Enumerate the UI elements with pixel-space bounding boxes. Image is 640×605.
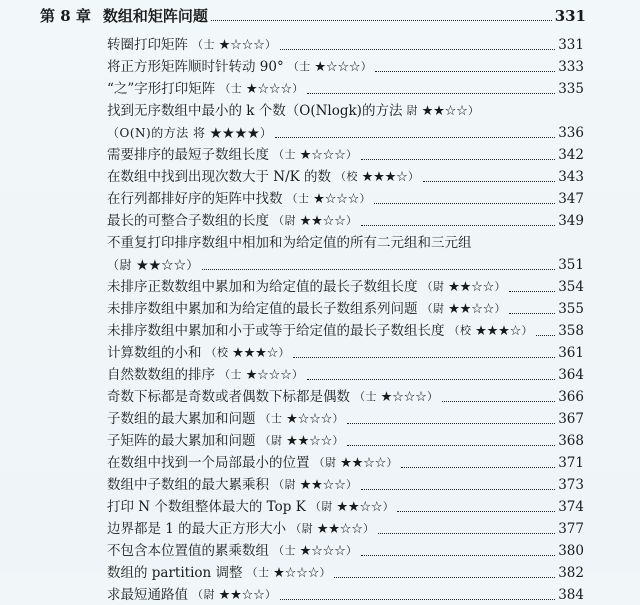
chapter-heading xyxy=(40,6,586,26)
toc-entry[interactable] xyxy=(107,341,584,363)
dot-leader xyxy=(293,357,555,358)
toc-entry[interactable] xyxy=(107,165,584,187)
entry-page-number: 361 xyxy=(558,345,584,361)
entry-difficulty: （士 ★☆☆☆） xyxy=(259,412,344,425)
entry-difficulty: （士 ★☆☆☆） xyxy=(287,60,373,73)
entry-difficulty: （尉 ★★☆☆） xyxy=(273,214,358,227)
entry-page-number: 368 xyxy=(558,433,584,449)
toc-entry[interactable] xyxy=(107,429,584,451)
toc-entry[interactable] xyxy=(107,319,584,341)
entry-title: 边界都是 1 的最大正方形大小 xyxy=(107,521,287,537)
toc-entry-continuation xyxy=(107,121,584,143)
entry-page-number: 366 xyxy=(558,389,584,405)
dot-leader xyxy=(361,489,556,490)
entry-difficulty: （尉 ★★☆☆） xyxy=(309,500,395,513)
entry-page-number: 331 xyxy=(558,37,584,53)
chapter-page-number: 331 xyxy=(554,7,586,25)
toc-entry-line xyxy=(107,429,584,451)
entry-page-number: 367 xyxy=(558,411,584,427)
toc-entry-continuation xyxy=(107,253,584,275)
entry-title: 求最短通路值 xyxy=(107,587,188,603)
entry-page-number: 351 xyxy=(558,257,584,273)
entry-title: 数组的 partition 调整 xyxy=(107,565,243,581)
toc-entry-line xyxy=(107,33,584,55)
dot-leader xyxy=(361,555,556,556)
toc-entry[interactable] xyxy=(107,407,584,429)
entry-difficulty: （校 ★★★☆） xyxy=(448,324,533,337)
toc-entry-line xyxy=(107,539,584,561)
entry-difficulty: （校 ★★★☆） xyxy=(205,346,290,359)
chapter-title: 数组和矩阵问题 xyxy=(102,7,208,25)
dot-leader xyxy=(361,159,556,160)
dot-leader xyxy=(423,181,556,182)
entry-title: 找到无序数组中最小的 k 个数（O(Nlogk)的方法 xyxy=(107,103,403,119)
entry-difficulty: （士 ★☆☆☆） xyxy=(246,566,332,579)
toc-entry-line xyxy=(107,187,584,209)
entry-page-number: 373 xyxy=(558,477,584,493)
entry-page-number: 343 xyxy=(558,169,584,185)
toc-entry[interactable] xyxy=(107,143,584,165)
entry-title: 未排序数组中累加和小于或等于给定值的最长子数组长度 xyxy=(107,323,445,339)
dot-leader xyxy=(275,137,555,138)
entry-title: 未排序正数数组中累加和为给定值的最长子数组长度 xyxy=(107,279,418,295)
dot-leader xyxy=(202,269,555,270)
entry-page-number: 342 xyxy=(558,147,584,163)
toc-entry-line xyxy=(107,99,584,121)
toc-entry-line xyxy=(107,517,584,539)
dot-leader xyxy=(347,445,555,446)
dot-leader xyxy=(280,49,556,50)
entry-title: 奇数下标都是奇数或者偶数下标都是偶数 xyxy=(107,389,350,405)
entry-difficulty: （尉 ★★☆☆） xyxy=(192,588,277,601)
toc-entry-line xyxy=(107,143,584,165)
entry-page-number: 347 xyxy=(558,191,584,207)
toc-entry[interactable] xyxy=(107,77,584,99)
entry-page-number: 374 xyxy=(558,499,584,515)
toc-entry[interactable] xyxy=(107,561,584,583)
entry-difficulty: （尉 ★★☆☆） xyxy=(259,434,344,447)
entry-title: 需要排序的最短子数组长度 xyxy=(107,147,269,163)
entry-difficulty: （士 ★☆☆☆） xyxy=(219,82,304,95)
entry-continuation-text: （尉 ★★☆☆） xyxy=(107,258,199,272)
toc-entry[interactable] xyxy=(107,363,584,385)
toc-entry[interactable] xyxy=(107,33,584,55)
dot-leader xyxy=(334,577,555,578)
toc-entry[interactable] xyxy=(107,495,584,517)
toc-entry-line xyxy=(107,451,584,473)
dot-leader xyxy=(401,467,555,468)
toc-entry-line xyxy=(107,55,584,77)
entry-difficulty: （尉 ★★☆☆） xyxy=(421,302,506,315)
entry-title: 打印 N 个数组整体最大的 Top K xyxy=(107,499,306,515)
dot-leader xyxy=(397,511,555,512)
toc-entry-line xyxy=(107,341,584,363)
entry-title: 在数组中找到一个局部最小的位置 xyxy=(107,455,310,471)
entry-difficulty: （士 ★☆☆☆） xyxy=(273,148,358,161)
dot-leader xyxy=(307,379,556,380)
toc-entry[interactable] xyxy=(107,473,584,495)
entry-title: 自然数数组的排序 xyxy=(107,367,215,383)
toc-entry-line xyxy=(107,275,584,297)
entry-page-number: 377 xyxy=(558,521,584,537)
entry-title: 在数组中找到出现次数大于 N/K 的数 xyxy=(107,169,332,185)
toc-entry[interactable] xyxy=(107,209,584,231)
toc-entry-line xyxy=(107,297,584,319)
entry-title: 不包含本位置值的累乘数组 xyxy=(107,543,269,559)
entry-difficulty: 尉 ★★☆☆） xyxy=(406,104,480,117)
chapter-number: 第 8 章 xyxy=(40,7,91,25)
entry-title: 子数组的最大累加和问题 xyxy=(107,411,256,427)
entry-page-number: 358 xyxy=(558,323,584,339)
entry-title: 数组中子数组的最大累乘积 xyxy=(107,477,269,493)
toc-entry-line xyxy=(107,407,584,429)
entry-title: 未排序数组中累加和为给定值的最长子数组系列问题 xyxy=(107,301,418,317)
entry-title: 子矩阵的最大累加和问题 xyxy=(107,433,256,449)
entry-page-number: 364 xyxy=(558,367,584,383)
toc-entry[interactable] xyxy=(107,297,584,319)
toc-entry-line xyxy=(107,165,584,187)
toc-entry-line xyxy=(107,495,584,517)
entry-page-number: 333 xyxy=(558,59,584,75)
dot-leader xyxy=(378,533,556,534)
dot-leader xyxy=(347,423,555,424)
entry-title: “之”字形打印矩阵 xyxy=(107,81,216,97)
toc-entry[interactable] xyxy=(107,55,584,77)
dot-leader xyxy=(280,599,556,600)
toc-entry-line xyxy=(107,473,584,495)
dot-leader xyxy=(374,203,555,204)
entry-page-number: 384 xyxy=(558,587,584,603)
entry-page-number: 335 xyxy=(558,81,584,97)
entry-page-number: 371 xyxy=(558,455,584,471)
toc-entry[interactable] xyxy=(107,583,584,605)
entry-title: 不重复打印排序数组中相加和为给定值的所有二元组和三元组 xyxy=(107,235,472,251)
entry-page-number: 355 xyxy=(558,301,584,317)
toc-entry-line xyxy=(107,319,584,341)
toc-entry[interactable] xyxy=(107,517,584,539)
toc-entry-line xyxy=(107,385,584,407)
entry-page-number: 382 xyxy=(558,565,584,581)
entry-title: 转圈打印矩阵 xyxy=(107,37,188,53)
toc-entry[interactable] xyxy=(107,231,584,275)
entry-title: 在行列都排好序的矩阵中找数 xyxy=(107,191,283,207)
toc-entry-line xyxy=(107,363,584,385)
entry-difficulty: （尉 ★★☆☆） xyxy=(313,456,398,469)
toc-entry-line xyxy=(107,209,584,231)
entry-difficulty: （士 ★☆☆☆） xyxy=(286,192,371,205)
toc-entry[interactable] xyxy=(107,187,584,209)
entry-difficulty: （士 ★☆☆☆） xyxy=(273,544,358,557)
toc-entry-line xyxy=(107,231,584,253)
dot-leader xyxy=(509,313,555,314)
entry-difficulty: （士 ★☆☆☆） xyxy=(192,38,277,51)
entry-difficulty: （士 ★☆☆☆） xyxy=(354,390,439,403)
toc-entry[interactable] xyxy=(107,99,584,143)
entry-title: 最长的可整合子数组的长度 xyxy=(107,213,269,229)
entry-difficulty: （尉 ★★☆☆） xyxy=(273,478,358,491)
dot-leader xyxy=(442,401,556,402)
entry-difficulty: （尉 ★★☆☆） xyxy=(290,522,375,535)
dot-leader xyxy=(307,93,555,94)
entry-page-number: 354 xyxy=(558,279,584,295)
entry-page-number: 336 xyxy=(558,125,584,141)
dot-leader xyxy=(361,225,556,226)
entry-page-number: 380 xyxy=(558,543,584,559)
dot-leader xyxy=(509,291,555,292)
entry-title: 计算数组的小和 xyxy=(107,345,202,361)
toc-entry-line xyxy=(107,561,584,583)
dot-leader xyxy=(375,71,555,72)
toc-entry[interactable] xyxy=(107,275,584,297)
toc-entry-line xyxy=(107,77,584,99)
toc-entry-line xyxy=(107,583,584,605)
entry-title: 将正方形矩阵顺时针转动 90° xyxy=(107,59,284,75)
dot-leader xyxy=(536,335,555,336)
entry-difficulty: （尉 ★★☆☆） xyxy=(421,280,506,293)
toc-entry[interactable] xyxy=(107,451,584,473)
toc-entry[interactable] xyxy=(107,539,584,561)
toc-entry[interactable] xyxy=(107,385,584,407)
entry-difficulty: （士 ★☆☆☆） xyxy=(219,368,304,381)
dot-leader xyxy=(211,20,552,21)
entry-page-number: 349 xyxy=(558,213,584,229)
entry-difficulty: （校 ★★★☆） xyxy=(335,170,420,183)
toc-list xyxy=(107,33,584,605)
entry-continuation-text: （O(N)的方法 将 ★★★★） xyxy=(107,126,273,140)
